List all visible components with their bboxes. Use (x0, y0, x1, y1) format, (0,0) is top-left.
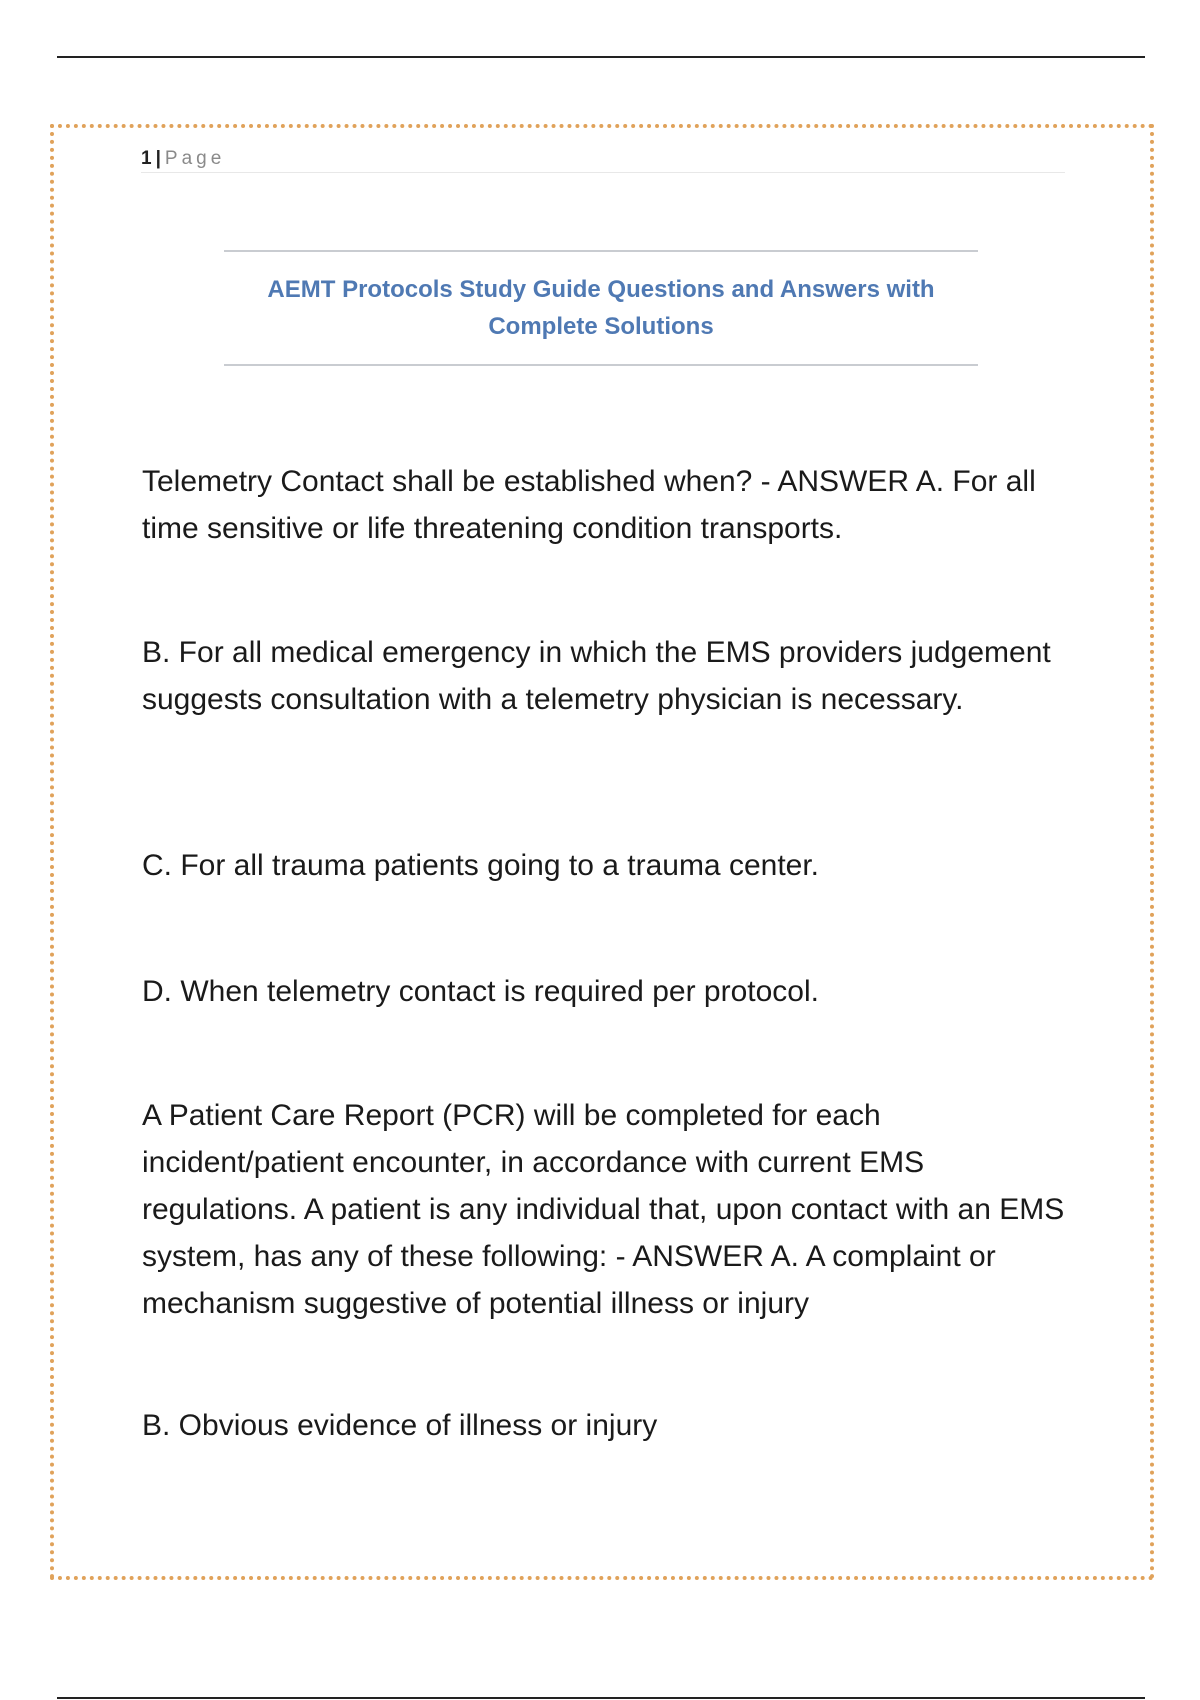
document-title (224, 271, 978, 345)
title-line-2: Complete Solutions (488, 313, 714, 340)
question-1-option-b: B. For all medical emergency in which the EMS providers judgement suggests consultation with a telemetry physician is necessary. (142, 636, 1051, 716)
bottom-rule (57, 1697, 1145, 1699)
question-1-option-d: D. When telemetry contact is required per protocol. (142, 975, 819, 1008)
page-separator: | (155, 148, 161, 169)
title-line-1: AEMT Protocols Study Guide Questions and Answers with (267, 276, 935, 303)
question-2-answer-a: A Patient Care Report (PCR) will be completed for each incident/patient encounter, in accordance with current EMS regulations. A patient is any individual that, upon contact with an EMS system, has any of these following: - ANSWER A. A complaint or mechanism suggestive of potential illness or injury (142, 1099, 1065, 1320)
question-1-option-c: C. For all trauma patients going to a trauma center. (142, 849, 820, 882)
page-number: 1 (141, 148, 152, 169)
question-1-answer-a: Telemetry Contact shall be established when? - ANSWER A. For all time sensitive or life threatening condition transports. (142, 465, 1036, 545)
page-label: Page (164, 148, 226, 169)
page-header (141, 146, 1065, 173)
top-rule (57, 56, 1145, 58)
document-title-block (224, 250, 978, 366)
question-2-option-b: B. Obvious evidence of illness or injury (142, 1409, 658, 1442)
